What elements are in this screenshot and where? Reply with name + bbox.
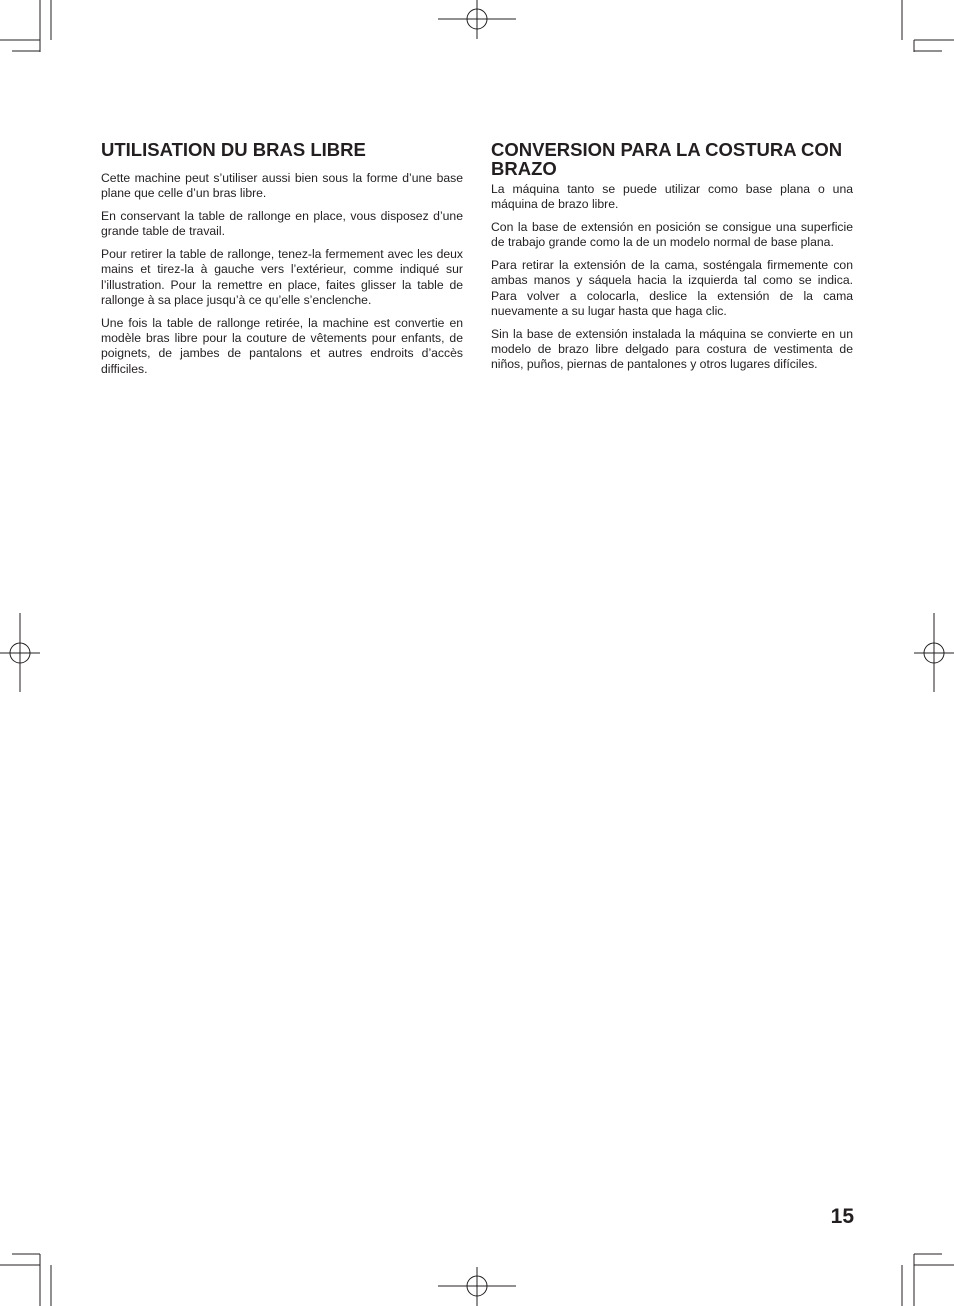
paragraph-es-4: Sin la base de extensión instalada la máquina se convierte en un modelo de brazo libre delgado para costura de vestimenta de niños, puños, piernas de pantalones y otros lugares difíciles. [491, 326, 853, 372]
paragraph-fr-4: Une fois la table de rallonge retirée, la machine est convertie en modèle bras libre pour la couture de vêtements pour enfants, de poignets, de jambes de pantalons et autres endroits d’accès difficiles. [101, 315, 463, 376]
section-heading-es: CONVERSION PARA LA COSTURA CON BRAZO [491, 139, 843, 179]
registration-mark-bottom [438, 1267, 516, 1306]
paragraph-es-3: Para retirar la extensión de la cama, sosténgala firmemente con ambas manos y sáquela hacia la izquierda tal como se indica. Para volver a colocarla, deslice la extensión de la cama nuevamente a su lugar hasta que haga clic. [491, 258, 853, 319]
paragraph-fr-2: En conservant la table de rallonge en place, vous disposez d’une grande table de travail. [101, 209, 463, 239]
spanish-section [491, 140, 853, 380]
paragraph-es-1: La máquina tanto se puede utilizar como base plana o una máquina de brazo libre. [491, 182, 853, 212]
section-heading-fr: UTILISATION DU BRAS LIBRE [101, 139, 366, 160]
paragraph-fr-1: Cette machine peut s’utiliser aussi bien sous la forme d’une base plane que celle d’un bras libre. [101, 171, 463, 201]
registration-mark-top [438, 0, 516, 39]
crop-mark-top-left [0, 0, 51, 52]
crop-mark-bottom-right [902, 1254, 954, 1306]
crop-mark-top-right [902, 0, 954, 52]
crop-mark-bottom-left [0, 1254, 51, 1306]
registration-mark-right [914, 613, 954, 692]
paragraph-es-2: Con la base de extensión en posición se consigue una superficie de trabajo grande como la de un modelo normal de base plana. [491, 220, 853, 250]
registration-mark-left [0, 613, 40, 692]
page-number: 15 [830, 1205, 854, 1228]
paragraph-fr-3: Pour retirer la table de rallonge, tenez-la fermement avec les deux mains et tirez-la à gauche vers l’extérieur, comme indiqué sur l’illustration. Pour la remettre en place, faites glisser la table de rallonge à sa place jusqu’à ce qu’elle s’enclenche. [101, 247, 463, 308]
french-section [101, 140, 463, 385]
